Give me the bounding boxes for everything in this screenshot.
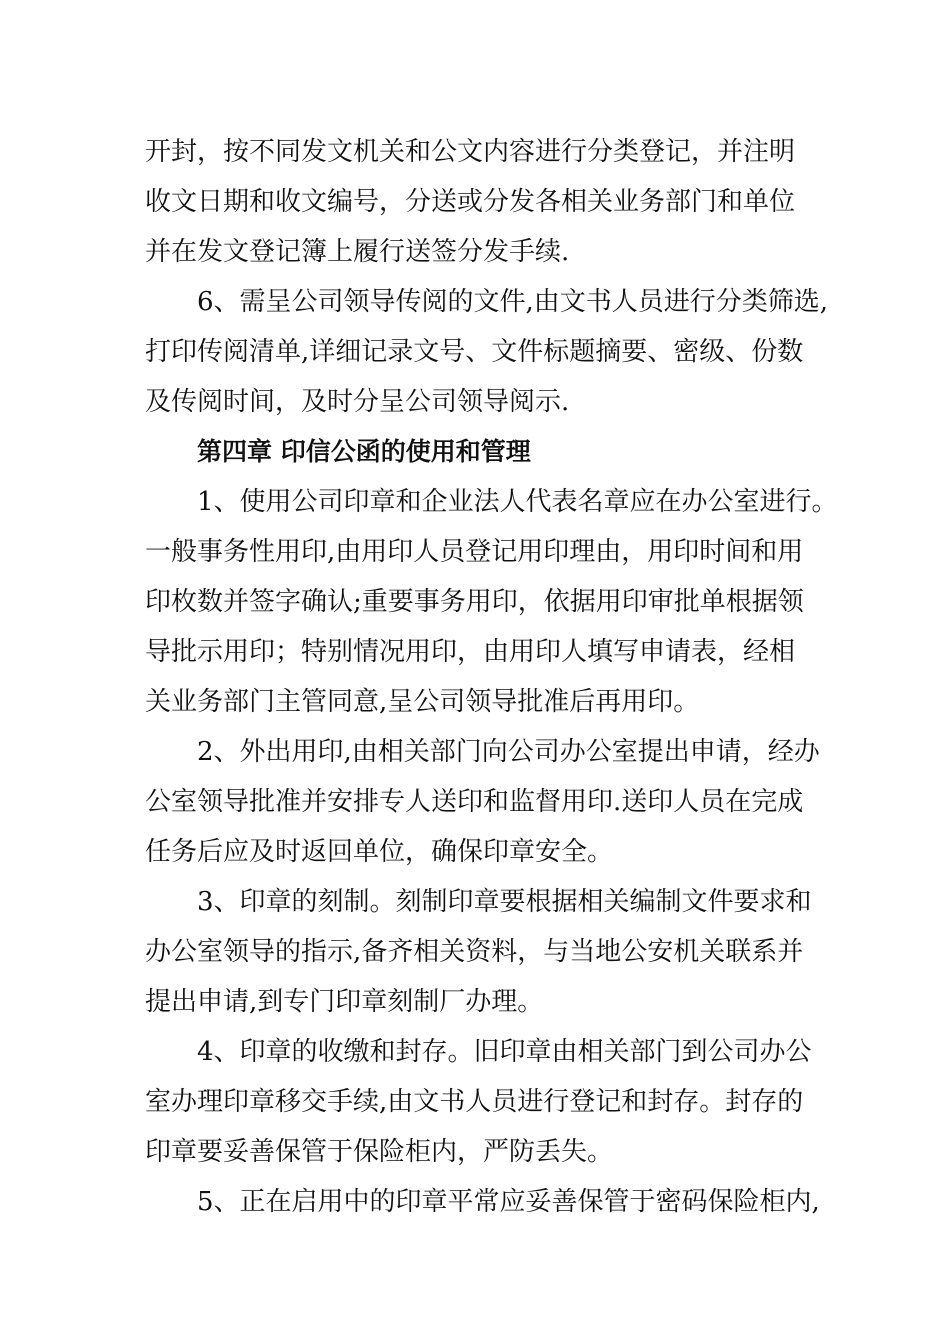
text-line: 室办理印章移交手续,由文书人员进行登记和封存。封存的 [145, 1087, 804, 1117]
text-line: 印枚数并签字确认;重要事务用印，依据用印审批单根据领 [145, 587, 804, 617]
paragraph-start-line: 3、印章的刻制。刻制印章要根据相关编制文件要求和 [197, 887, 812, 917]
text-line: 关业务部门主管同意,呈公司领导批准后再用印。 [145, 687, 700, 717]
text-line: 及传阅时间，及时分呈公司领导阅示. [145, 387, 570, 417]
text-line: 印章要妥善保管于保险柜内，严防丢失。 [145, 1137, 614, 1167]
document-body [145, 127, 838, 1227]
text-line: 打印传阅清单,详细记录文号、文件标题摘要、密级、份数 [145, 337, 804, 367]
text-line: 公室领导批准并安排专人送印和监督用印.送印人员在完成 [145, 787, 804, 817]
text-line: 开封，按不同发文机关和公文内容进行分类登记，并注明 [145, 137, 796, 167]
paragraph-start-line: 6、需呈公司领导传阅的文件,由文书人员进行分类筛选, [197, 287, 829, 317]
text-line: 并在发文登记簿上履行送签分发手续. [145, 237, 570, 267]
text-line: 任务后应及时返回单位，确保印章安全。 [145, 837, 614, 867]
paragraph-start-line: 2、外出用印,由相关部门向公司办公室提出申请，经办 [197, 737, 820, 767]
paragraph-start-line: 4、印章的收缴和封存。旧印章由相关部门到公司办公 [197, 1037, 812, 1067]
text-line: 导批示用印；特别情况用印，由用印人填写申请表，经相 [145, 637, 796, 667]
chapter-heading: 第四章 印信公函的使用和管理 [197, 437, 531, 466]
text-line: 一般事务性用印,由用印人员登记用印理由，用印时间和用 [145, 537, 804, 567]
paragraph-start-line: 5、正在启用中的印章平常应妥善保管于密码保险柜内, [197, 1187, 820, 1217]
text-line: 办公室领导的指示,备齐相关资料，与当地公安机关联系并 [145, 937, 804, 967]
paragraph-start-line: 1、使用公司印章和企业法人代表名章应在办公室进行。 [197, 487, 838, 517]
text-line: 收文日期和收文编号，分送或分发各相关业务部门和单位 [145, 187, 796, 217]
text-line: 提出申请,到专门印章刻制厂办理。 [145, 987, 544, 1017]
